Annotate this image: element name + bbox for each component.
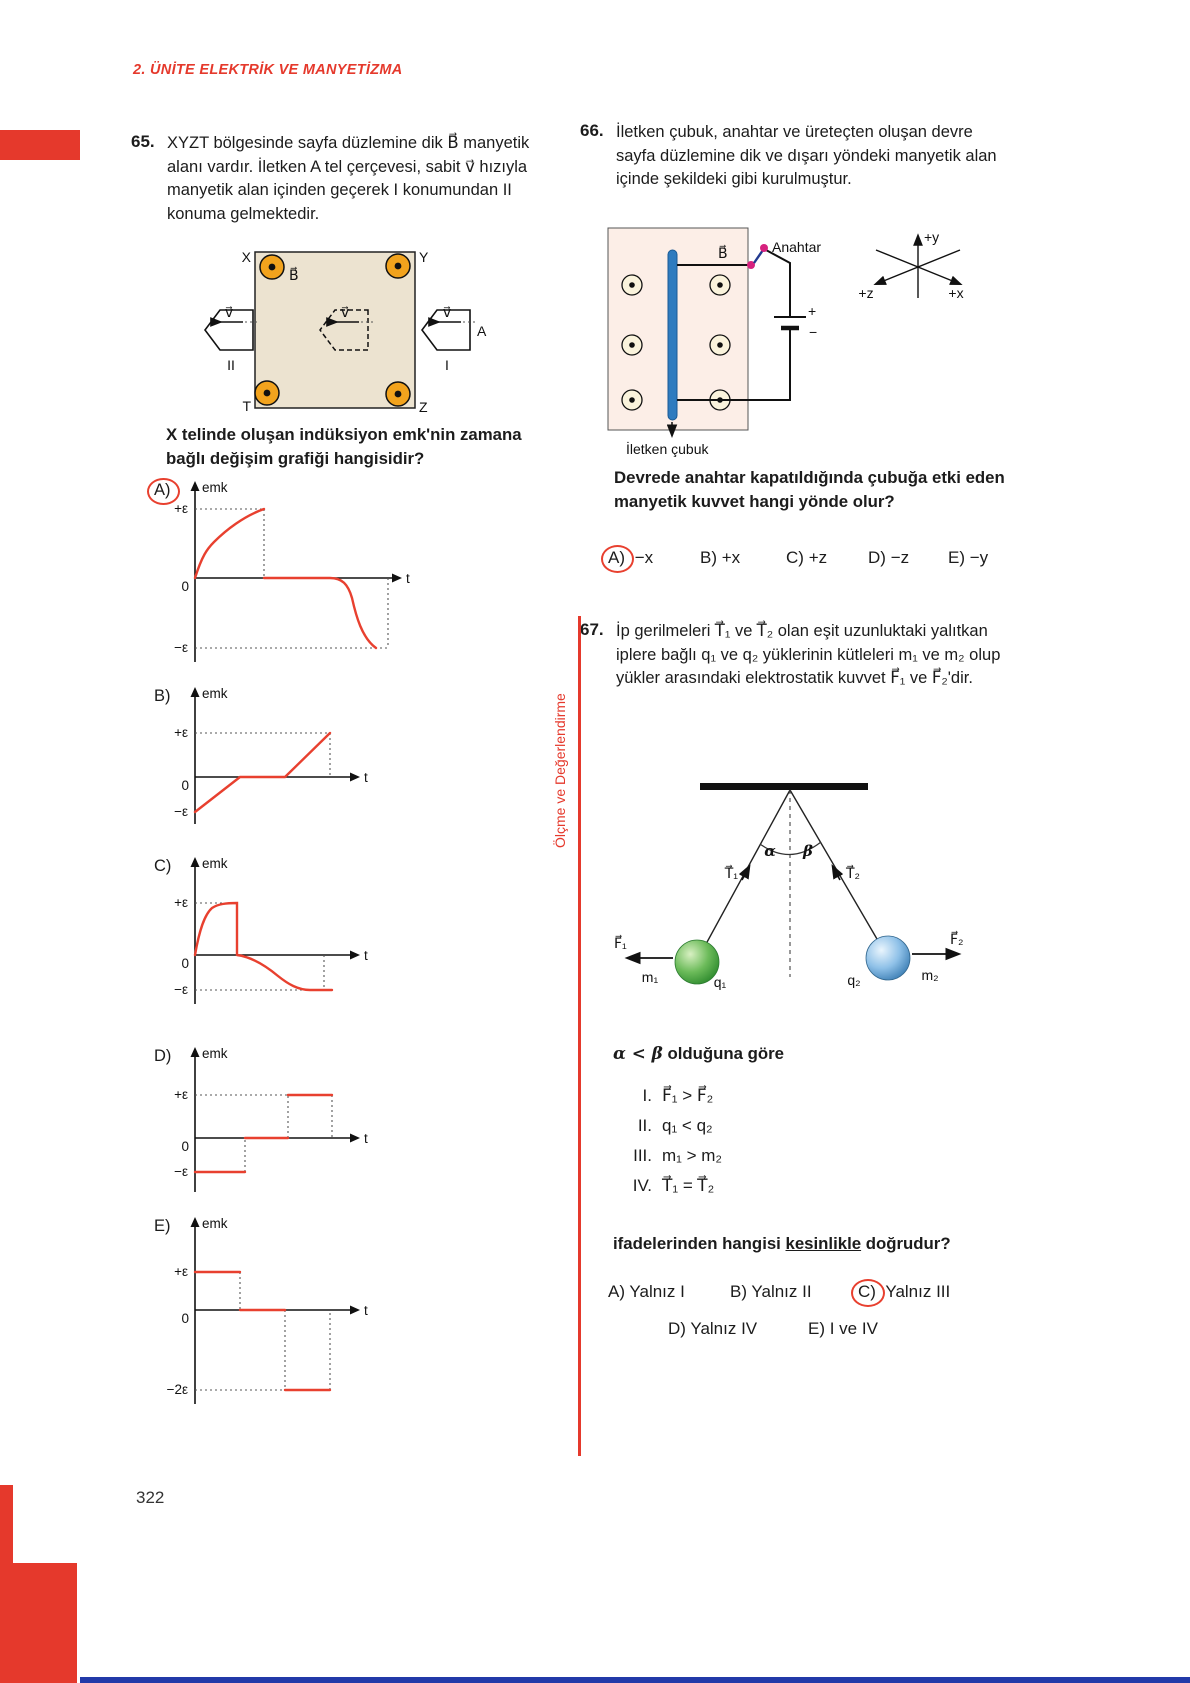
x-axis-label: t [364, 948, 368, 963]
q67-option-c-label: C) [851, 1279, 885, 1307]
alpha-label: α [764, 842, 776, 860]
svg-text:−ε: −ε [174, 982, 188, 997]
ceiling [700, 783, 868, 790]
svg-text:+ε: +ε [174, 725, 188, 740]
q65-graph-c [152, 852, 422, 1014]
section-side-label: Ölçme ve Değerlendirme [552, 693, 568, 849]
axis-x-label: +x [948, 285, 964, 301]
q66-option-a-label: A) [601, 545, 634, 573]
v-label-ii: v⃗ [224, 304, 234, 320]
guide-lines [195, 1272, 330, 1390]
svg-text:−2ε: −2ε [166, 1382, 188, 1397]
svg-text:0: 0 [181, 1311, 189, 1326]
statement-2: II. q₁ < q₂ [637, 1116, 713, 1135]
q65-option-c-label: C) [154, 857, 172, 875]
q67-option-a: A) Yalnız I [608, 1282, 685, 1301]
q65-graph-e [152, 1212, 422, 1412]
y-axis-label: emk [202, 856, 228, 871]
svg-text:−ε: −ε [174, 1164, 188, 1179]
v-label-mid: v⃗ [340, 304, 350, 320]
q65-option-b [152, 682, 422, 834]
guide-lines [195, 733, 330, 777]
switch-blade [754, 250, 763, 263]
q65-graph-d [152, 1042, 422, 1204]
q65-option-d-label: D) [154, 1047, 172, 1065]
switch-contact-dot-2 [760, 244, 768, 252]
top-left-red-bar [0, 130, 80, 160]
f2-label: F⃗₂ [950, 931, 964, 947]
y-axis-label: emk [202, 480, 228, 495]
y-axis-label: emk [202, 1216, 228, 1231]
q67-question: ifadelerinden hangisi kesinlikle doğrudur? [613, 1234, 951, 1253]
q67-option-b: B) Yalnız II [730, 1282, 812, 1301]
statement-3: III. m₁ > m₂ [633, 1146, 723, 1165]
q67-condition: α < β olduğuna göre [613, 1043, 785, 1063]
q65-option-b-label: B) [154, 687, 171, 705]
m2-label: m₂ [921, 967, 939, 983]
conductive-rod [668, 250, 677, 420]
q1-label: q₁ [713, 974, 727, 990]
frame-a-label: A [477, 323, 487, 339]
q65-number: 65. [131, 132, 155, 151]
column-divider-line [578, 616, 581, 1456]
x-axis-label: t [406, 571, 410, 586]
svg-text:0: 0 [181, 1139, 189, 1154]
question-66 [580, 121, 1020, 192]
q66-text: İletken çubuk, anahtar ve üreteçten oluşan devre sayfa düzlemine dik ve dışarı yöndeki manyetik alan içinde şekildeki gibi kurulmuştur. [616, 123, 997, 189]
q65-option-a-label: A) [147, 478, 180, 505]
bottom-left-red-corner [0, 1563, 77, 1683]
q67-statements [614, 1086, 914, 1206]
q67-text: İp gerilmeleri T⃗₁ ve T⃗₂ olan eşit uzunluktaki yalıtkan iplere bağlı q₁ ve q₂ yüklerinin kütleleri m₁ ve m₂ olup yükler arasındaki elektrostatik kuvvet F⃗₁ ve F⃗₂'dir. [616, 622, 1001, 688]
x-axis-label: t [364, 1131, 368, 1146]
q65-option-c [152, 852, 422, 1014]
corner-x-label: X [241, 249, 251, 265]
svg-text:+ε: +ε [174, 1264, 188, 1279]
v-label-i: v⃗ [442, 304, 452, 320]
statement-4: IV. T⃗₁ = T⃗₂ [632, 1176, 715, 1195]
bottom-blue-strip [80, 1677, 1190, 1683]
q65-diagram [145, 243, 505, 435]
q67-condition-inequality: α < β [613, 1043, 663, 1063]
q66-option-a: A) −x [608, 548, 653, 568]
f1-label: F⃗₁ [614, 935, 627, 951]
coordinate-axes [858, 229, 963, 301]
b-field-label: B⃗ [718, 245, 728, 261]
q65-option-d [152, 1042, 422, 1204]
svg-text:−ε: −ε [174, 640, 188, 655]
question-67 [580, 620, 1025, 691]
m1-label: m₁ [641, 969, 659, 985]
corner-y-label: Y [419, 249, 429, 265]
q67-options [596, 1282, 1076, 1362]
q67-diagram [600, 772, 1020, 1032]
svg-text:−ε: −ε [174, 804, 188, 819]
q66-option-e: E) −y [948, 548, 989, 567]
guide-lines [195, 1095, 332, 1172]
q2-label: q₂ [847, 972, 861, 988]
q67-option-c: C) Yalnız III [858, 1282, 950, 1302]
corner-t-label: T [242, 398, 251, 414]
q66-option-d: D) −z [868, 548, 910, 567]
svg-text:0: 0 [181, 778, 189, 793]
unit-header: 2. ÜNİTE ELEKTRİK VE MANYETİZMA [133, 62, 403, 78]
q65-graph-a [152, 476, 422, 673]
left-string [700, 790, 790, 955]
battery-plus: + [808, 303, 817, 319]
q65-text: XYZT bölgesinde sayfa düzlemine dik B⃗ manyetik alanı vardır. İletken A tel çerçevesi, sabit v⃗ hızıyla manyetik alan içinden geçerek I konumundan II konuma gelmektedir. [167, 134, 530, 223]
svg-text:+ε: +ε [174, 501, 188, 516]
question-65 [131, 132, 556, 226]
q67-option-e: E) I ve IV [808, 1319, 878, 1338]
charge-ball-q1 [675, 940, 719, 984]
emf-curve [195, 1272, 330, 1390]
page-number: 322 [136, 1488, 165, 1507]
q67-option-d: D) Yalnız IV [668, 1319, 758, 1338]
q66-option-b: B) +x [700, 548, 741, 567]
y-axis-label: emk [202, 686, 228, 701]
t2-label: T⃗₂ [846, 865, 860, 881]
statement-1: I. F⃗₁ > F⃗₂ [642, 1086, 714, 1105]
guide-lines [195, 903, 324, 990]
q66-diagram [600, 222, 1000, 470]
q65-option-e-label: E) [154, 1217, 171, 1235]
corner-z-label: Z [419, 399, 428, 415]
svg-text:+ε: +ε [174, 895, 188, 910]
t1-label: T⃗₁ [724, 865, 738, 881]
q65-option-e [152, 1212, 422, 1412]
q66-question: Devrede anahtar kapatıldığında çubuğa etki eden manyetik kuvvet hangi yönde olur? [614, 468, 1005, 511]
battery-minus: − [809, 324, 818, 340]
rod-label: İletken çubuk [626, 441, 709, 457]
battery-symbol [774, 303, 817, 340]
svg-text:+ε: +ε [174, 1087, 188, 1102]
emf-curve [195, 733, 330, 812]
right-string [790, 790, 884, 951]
x-axis-label: t [364, 1303, 368, 1318]
x-axis-label: t [364, 770, 368, 785]
q66-options [596, 540, 1076, 582]
axis-z-label: +z [858, 285, 874, 301]
q66-number: 66. [580, 121, 604, 140]
emf-curve [195, 1095, 332, 1172]
emf-curve [195, 903, 332, 990]
svg-text:0: 0 [181, 956, 189, 971]
q66-option-c: C) +z [786, 548, 828, 567]
beta-label: β [803, 842, 813, 860]
q65-option-a [152, 476, 422, 673]
switch-label: Anahtar [772, 239, 822, 255]
bottom-left-red-strip [0, 1485, 13, 1563]
svg-text:0: 0 [181, 579, 189, 594]
q67-number: 67. [580, 620, 604, 639]
underlined-word: kesinlikle [785, 1234, 862, 1253]
t1-arrow [742, 867, 749, 880]
axis-y-label: +y [924, 229, 940, 245]
position-ii-label: II [227, 357, 235, 373]
position-i-label: I [445, 357, 449, 373]
charge-ball-q2 [866, 936, 910, 980]
q65-graph-b [152, 682, 422, 834]
q65-question: X telinde oluşan indüksiyon emk'nin zamana bağlı değişim grafiği hangisidir? [166, 425, 522, 468]
b-field-label: B⃗ [289, 267, 299, 283]
y-axis-label: emk [202, 1046, 228, 1061]
